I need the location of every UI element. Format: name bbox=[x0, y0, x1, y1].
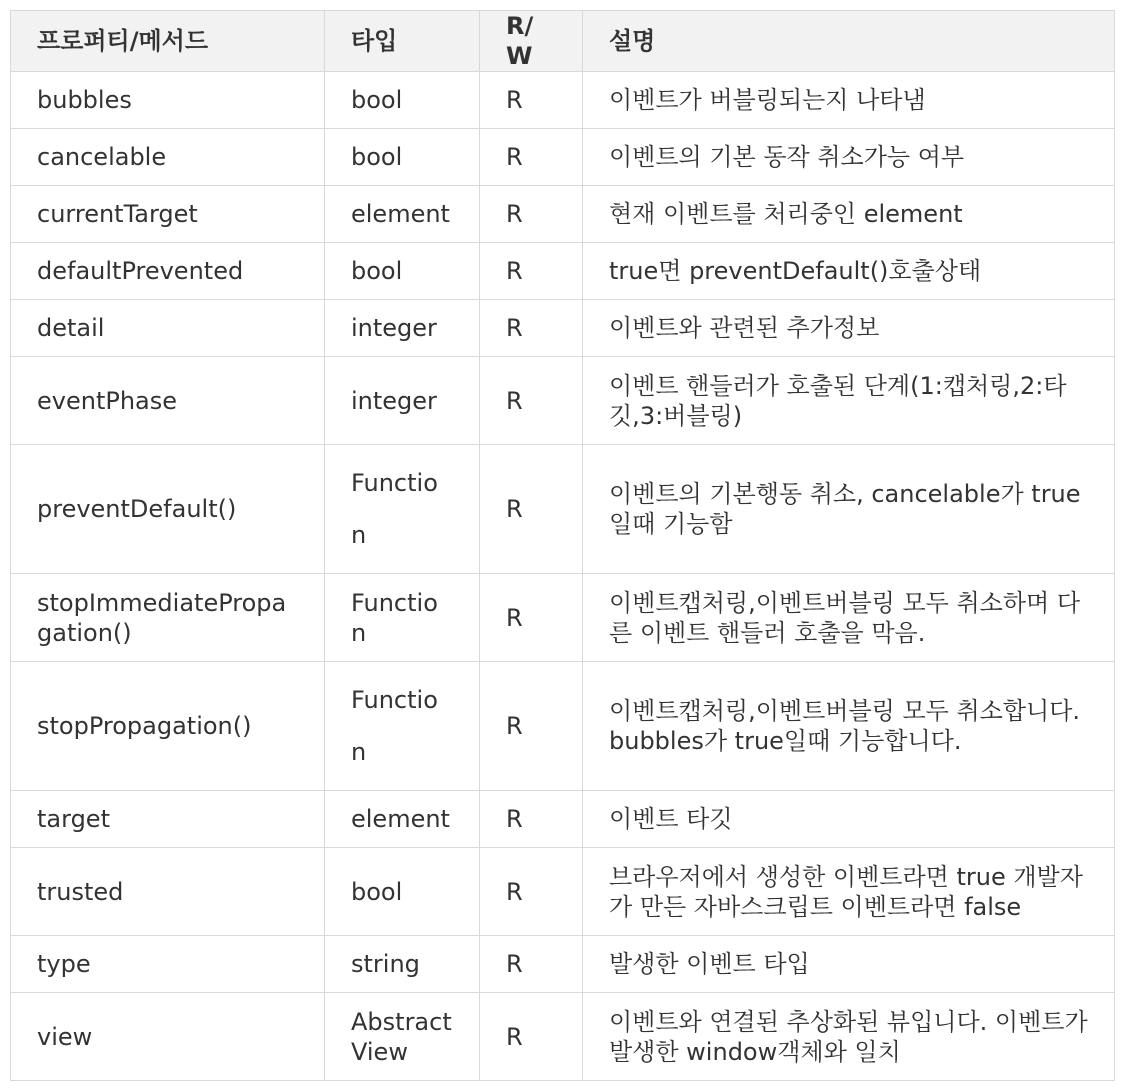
cell-rw: R bbox=[480, 243, 583, 300]
cell-name: cancelable bbox=[11, 129, 325, 186]
cell-rw: R bbox=[480, 791, 583, 848]
cell-name: eventPhase bbox=[11, 357, 325, 445]
cell-desc: true면 preventDefault()호출상태 bbox=[583, 243, 1115, 300]
table-row bbox=[11, 357, 1115, 445]
table-row bbox=[11, 186, 1115, 243]
table-row bbox=[11, 791, 1115, 848]
cell-name: defaultPrevented bbox=[11, 243, 325, 300]
table-row bbox=[11, 574, 1115, 662]
header-type: 타입 bbox=[325, 11, 480, 72]
cell-type: element bbox=[325, 791, 480, 848]
cell-rw: R bbox=[480, 186, 583, 243]
cell-type: Function bbox=[325, 445, 480, 574]
cell-desc: 이벤트의 기본행동 취소, cancelable가 true일때 기능함 bbox=[583, 445, 1115, 574]
header-name: 프로퍼티/메서드 bbox=[11, 11, 325, 72]
header-rw: R/W bbox=[480, 11, 583, 72]
cell-desc: 이벤트 핸들러가 호출된 단계(1:캡처링,2:타깃,3:버블링) bbox=[583, 357, 1115, 445]
cell-name: bubbles bbox=[11, 72, 325, 129]
table-row bbox=[11, 662, 1115, 791]
cell-desc: 브라우저에서 생성한 이벤트라면 true 개발자가 만든 자바스크립트 이벤트라면 false bbox=[583, 848, 1115, 936]
cell-desc: 현재 이벤트를 처리중인 element bbox=[583, 186, 1115, 243]
cell-name: view bbox=[11, 993, 325, 1081]
cell-rw: R bbox=[480, 936, 583, 993]
cell-type: integer bbox=[325, 357, 480, 445]
cell-type: Function bbox=[325, 662, 480, 791]
table-row bbox=[11, 300, 1115, 357]
cell-type: integer bbox=[325, 300, 480, 357]
cell-type: element bbox=[325, 186, 480, 243]
cell-rw: R bbox=[480, 993, 583, 1081]
cell-desc: 발생한 이벤트 타입 bbox=[583, 936, 1115, 993]
table-row bbox=[11, 993, 1115, 1081]
cell-name: stopImmediatePropagation() bbox=[11, 574, 325, 662]
cell-desc: 이벤트의 기본 동작 취소가능 여부 bbox=[583, 129, 1115, 186]
cell-rw: R bbox=[480, 445, 583, 574]
cell-desc: 이벤트와 관련된 추가정보 bbox=[583, 300, 1115, 357]
cell-desc: 이벤트캡처링,이벤트버블링 모두 취소하며 다른 이벤트 핸들러 호출을 막음. bbox=[583, 574, 1115, 662]
cell-type: bool bbox=[325, 243, 480, 300]
cell-name: trusted bbox=[11, 848, 325, 936]
cell-desc: 이벤트 타깃 bbox=[583, 791, 1115, 848]
event-properties-table-container bbox=[10, 10, 1114, 1081]
table-row bbox=[11, 243, 1115, 300]
cell-desc: 이벤트캡처링,이벤트버블링 모두 취소합니다. bubbles가 true일때 기능합니다. bbox=[583, 662, 1115, 791]
cell-name: type bbox=[11, 936, 325, 993]
event-properties-table bbox=[10, 10, 1115, 1081]
header-desc: 설명 bbox=[583, 11, 1115, 72]
cell-type: AbstractView bbox=[325, 993, 480, 1081]
cell-name: currentTarget bbox=[11, 186, 325, 243]
cell-rw: R bbox=[480, 72, 583, 129]
cell-type: bool bbox=[325, 848, 480, 936]
cell-rw: R bbox=[480, 300, 583, 357]
cell-rw: R bbox=[480, 574, 583, 662]
table-row bbox=[11, 445, 1115, 574]
cell-rw: R bbox=[480, 129, 583, 186]
table-row bbox=[11, 72, 1115, 129]
cell-rw: R bbox=[480, 662, 583, 791]
table-row bbox=[11, 848, 1115, 936]
cell-type: bool bbox=[325, 129, 480, 186]
cell-desc: 이벤트와 연결된 추상화된 뷰입니다. 이벤트가 발생한 window객체와 일치 bbox=[583, 993, 1115, 1081]
table-header-row bbox=[11, 11, 1115, 72]
cell-name: stopPropagation() bbox=[11, 662, 325, 791]
cell-name: detail bbox=[11, 300, 325, 357]
cell-type: bool bbox=[325, 72, 480, 129]
cell-type: Function bbox=[325, 574, 480, 662]
cell-desc: 이벤트가 버블링되는지 나타냄 bbox=[583, 72, 1115, 129]
cell-rw: R bbox=[480, 848, 583, 936]
cell-rw: R bbox=[480, 357, 583, 445]
cell-type: string bbox=[325, 936, 480, 993]
table-row bbox=[11, 129, 1115, 186]
cell-name: target bbox=[11, 791, 325, 848]
table-row bbox=[11, 936, 1115, 993]
cell-name: preventDefault() bbox=[11, 445, 325, 574]
